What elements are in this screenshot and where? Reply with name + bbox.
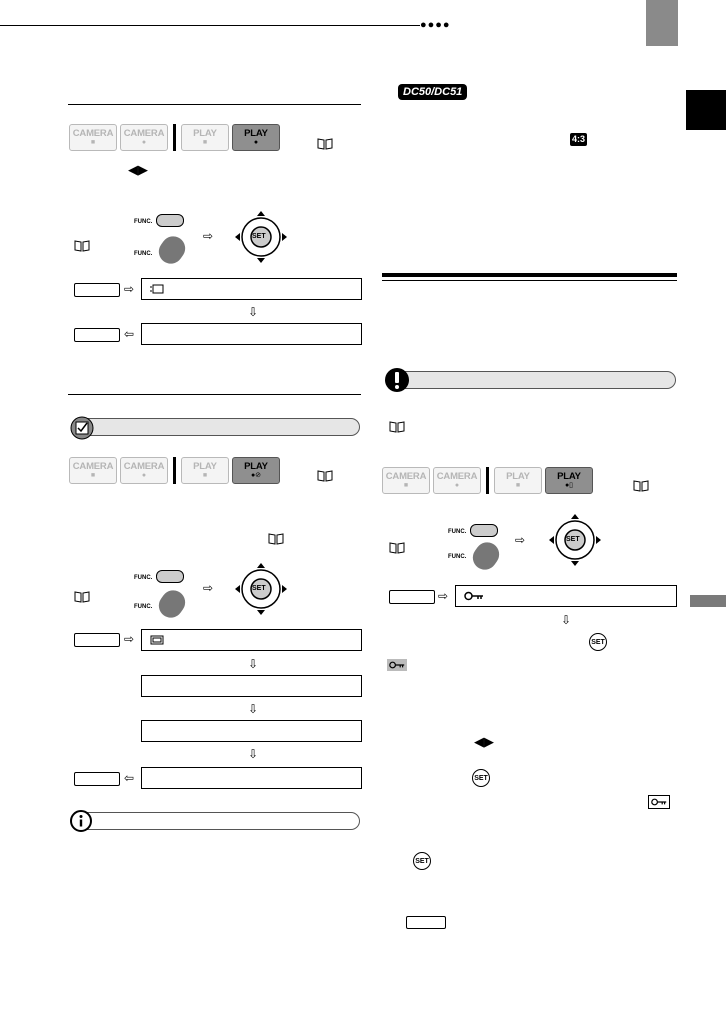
- book-icon: [389, 542, 405, 554]
- section-rule: [68, 394, 361, 395]
- menu-row: [455, 585, 677, 607]
- func-button-icon: [156, 570, 184, 583]
- arrow-right-icon: ⇨: [515, 533, 526, 547]
- book-icon: [268, 533, 284, 545]
- aspect-ratio-badge: 4:3: [572, 134, 586, 144]
- menu-key: [74, 633, 120, 647]
- side-tab: [690, 595, 726, 607]
- section-rule: [382, 280, 677, 281]
- arrow-right-icon: ⇨: [438, 589, 449, 603]
- slideshow-icon: [150, 284, 164, 294]
- menu-row: [141, 629, 362, 651]
- section-rule: [68, 104, 361, 105]
- set-label: SET: [566, 536, 580, 543]
- mode-play-movie: PLAY ■: [181, 457, 229, 484]
- set-button-icon: SET: [413, 852, 431, 870]
- header-dots: ●●●●: [420, 19, 451, 31]
- menu-key: [406, 916, 446, 929]
- func-label: FUNC.: [448, 529, 467, 535]
- book-icon: [74, 240, 90, 252]
- key-icon: [464, 591, 484, 601]
- mode-play-photo: PLAY ●: [232, 124, 280, 151]
- func-label: FUNC.: [134, 604, 153, 610]
- model-badge: DC50/DC51: [398, 84, 467, 100]
- func-label: FUNC.: [134, 219, 153, 225]
- menu-row: [141, 323, 362, 345]
- mode-play-movie: PLAY ■: [494, 467, 542, 494]
- book-icon: [317, 470, 333, 482]
- book-icon: [74, 591, 90, 603]
- finger-icon: [154, 232, 190, 269]
- mode-strip: [69, 457, 283, 484]
- mode-play-photo: PLAY ●▯: [545, 467, 593, 494]
- mode-camera-photo: CAMERA ●: [433, 467, 481, 494]
- menu-row: [141, 767, 362, 789]
- info-icon: [70, 810, 92, 832]
- menu-key: [74, 283, 120, 297]
- protect-key-icon: [648, 795, 670, 809]
- mode-play-movie: PLAY ■: [181, 124, 229, 151]
- func-label: FUNC.: [448, 554, 467, 560]
- left-right-arrows-icon: ◀▶: [474, 734, 494, 749]
- func-label: FUNC.: [134, 251, 153, 257]
- section-tab: [686, 90, 726, 130]
- mode-camera-movie: CAMERA ■: [69, 457, 117, 484]
- set-label: SET: [252, 585, 266, 592]
- set-button-icon: SET: [589, 633, 607, 651]
- menu-key: [389, 590, 435, 604]
- func-label: FUNC.: [134, 575, 153, 581]
- mode-strip: [69, 124, 283, 151]
- func-button-icon: [470, 524, 498, 537]
- arrow-left-icon: ⇦: [124, 327, 135, 341]
- arrow-down-icon: ⇩: [248, 747, 259, 761]
- notes-bar: [74, 812, 360, 830]
- set-label: SET: [252, 233, 266, 240]
- arrow-right-icon: ⇨: [203, 229, 214, 243]
- important-bar: [386, 371, 676, 389]
- finger-icon: [468, 538, 504, 575]
- mode-camera-movie: CAMERA ■: [382, 467, 430, 494]
- header-rule: [0, 25, 420, 26]
- checkmark-icon: [70, 416, 94, 440]
- arrow-right-icon: ⇨: [203, 581, 214, 595]
- section-rule-thick: [382, 273, 677, 277]
- finger-icon: [154, 586, 190, 623]
- exclamation-icon: [384, 367, 410, 393]
- menu-key: [74, 328, 120, 342]
- arrow-down-icon: ⇩: [248, 305, 259, 319]
- chapter-tab: [646, 0, 678, 46]
- arrow-down-icon: ⇩: [248, 657, 259, 671]
- arrow-right-icon: ⇨: [124, 282, 135, 296]
- arrow-right-icon: ⇨: [124, 632, 135, 646]
- mode-camera-photo: CAMERA ●: [120, 457, 168, 484]
- protect-key-icon: [387, 659, 407, 671]
- set-button-icon: SET: [472, 769, 490, 787]
- book-icon: [317, 138, 333, 150]
- menu-row: [141, 278, 362, 300]
- book-icon: [633, 480, 649, 492]
- prerequisite-bar: [74, 418, 360, 436]
- menu-row: [141, 720, 362, 742]
- arrow-down-icon: ⇩: [248, 702, 259, 716]
- mode-camera-photo: CAMERA ●: [120, 124, 168, 151]
- func-button-icon: [156, 214, 184, 227]
- book-icon: [389, 421, 405, 433]
- menu-row: [141, 675, 362, 697]
- arrow-left-icon: ⇦: [124, 771, 135, 785]
- left-right-arrows-icon: ◀▶: [128, 162, 148, 177]
- mode-play-photo: PLAY ●⊘: [232, 457, 280, 484]
- mode-camera-movie: CAMERA ■: [69, 124, 117, 151]
- arrow-down-icon: ⇩: [561, 613, 572, 627]
- mode-strip: [382, 467, 596, 494]
- menu-key: [74, 772, 120, 786]
- print-order-icon: [150, 635, 164, 645]
